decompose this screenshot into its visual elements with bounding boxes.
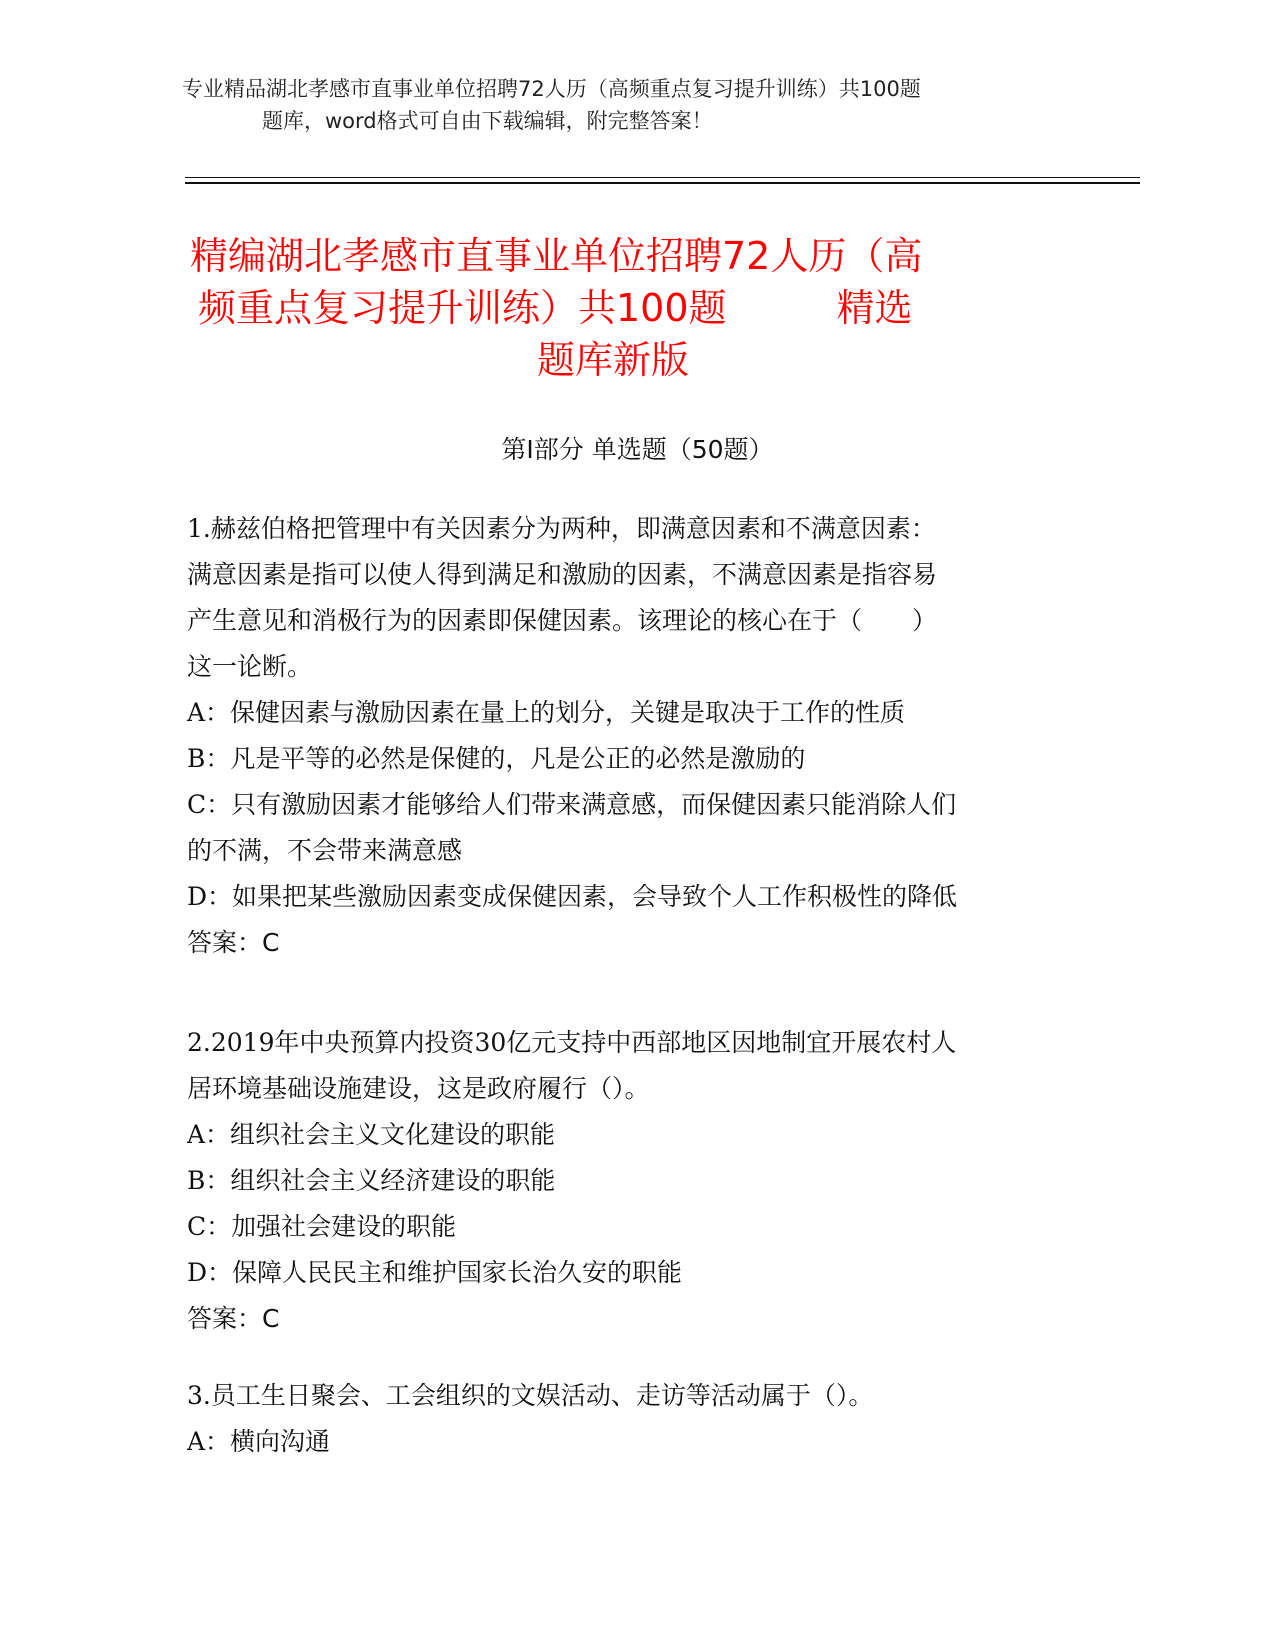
question-line: 居环境基础设施建设，这是政府履行（）。 bbox=[187, 1074, 650, 1103]
title-line-2-tail: 精选 bbox=[836, 286, 913, 330]
question-1 bbox=[187, 506, 1087, 966]
option-d: D：保障人民民主和维护国家长治久安的职能 bbox=[187, 1258, 683, 1287]
question-3 bbox=[187, 1373, 1087, 1465]
title-line-2 bbox=[198, 280, 1153, 336]
option-b: B：凡是平等的必然是保健的，凡是公正的必然是激励的 bbox=[187, 744, 806, 773]
option-a: A：组织社会主义文化建设的职能 bbox=[187, 1120, 556, 1149]
title-line-1: 精编湖北孝感市直事业单位招聘72人历（高 bbox=[190, 234, 923, 278]
question-line: 1.赫兹伯格把管理中有关因素分为两种，即满意因素和不满意因素： bbox=[187, 514, 936, 543]
option-a: A：横向沟通 bbox=[187, 1427, 331, 1456]
answer: 答案：C bbox=[187, 928, 280, 957]
option-c: C：加强社会建设的职能 bbox=[187, 1212, 457, 1241]
header-divider-thick bbox=[185, 182, 1140, 184]
option-c: C：只有激励因素才能够给人们带来满意感，而保健因素只能消除人们 bbox=[187, 790, 957, 819]
question-2 bbox=[187, 1020, 1087, 1342]
question-line: 2.2019年中央预算内投资30亿元支持中西部地区因地制宜开展农村人 bbox=[187, 1028, 957, 1057]
option-d: D：如果把某些激励因素变成保健因素，会导致个人工作积极性的降低 bbox=[187, 882, 958, 911]
question-line: 满意因素是指可以使人得到满足和激励的因素，不满意因素是指容易 bbox=[187, 560, 938, 589]
title-line-2-main: 频重点复习提升训练）共100题 bbox=[198, 286, 727, 330]
question-line: 产生意见和消极行为的因素即保健因素。该理论的核心在于（ ） bbox=[187, 606, 938, 635]
question-line: 这一论断。 bbox=[187, 652, 313, 681]
title-line-3: 题库新版 bbox=[537, 338, 690, 382]
header-divider-thin bbox=[185, 177, 1140, 178]
section-title: 第Ⅰ部分 单选题（50题） bbox=[501, 435, 774, 464]
answer: 答案：C bbox=[187, 1304, 280, 1333]
option-b: B：组织社会主义经济建设的职能 bbox=[187, 1166, 556, 1195]
question-line: 3.员工生日聚会、工会组织的文娱活动、走访等活动属于（）。 bbox=[187, 1381, 874, 1410]
header-line-2: 题库，word格式可自由下载编辑，附完整答案！ bbox=[262, 109, 713, 133]
option-a: A：保健因素与激励因素在量上的划分，关键是取决于工作的性质 bbox=[187, 698, 906, 727]
option-c-continued: 的不满，不会带来满意感 bbox=[187, 836, 463, 865]
header-line-1: 专业精品湖北孝感市直事业单位招聘72人历（高频重点复习提升训练）共100题 bbox=[182, 77, 921, 101]
